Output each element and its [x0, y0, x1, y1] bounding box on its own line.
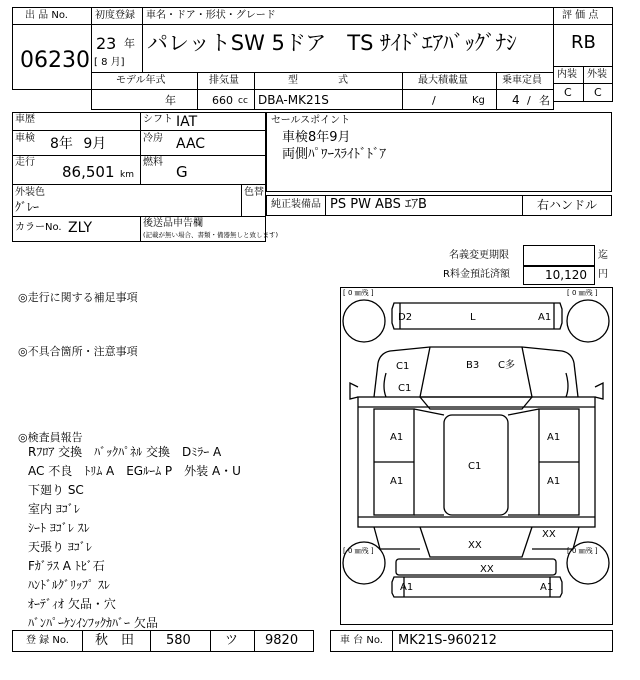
lot-no: 06230	[20, 48, 90, 73]
inspector-line-4: 室内 ﾖｺﾞﾚ	[28, 502, 80, 516]
recycle-amount: 10,120	[545, 268, 587, 282]
mileage: 86,501	[62, 163, 115, 181]
driving-notes-label: ◎走行に関する補足事項	[18, 291, 138, 304]
tire-label-rear-right: [ 0 ㎜残 ]	[567, 547, 598, 555]
inspector-line-10: ﾊﾞﾝﾊﾟｰｹﾝｲﾝﾌｯｸｶﾊﾞｰ 欠品	[28, 616, 158, 630]
mark-hood-left-1: C1	[396, 361, 410, 372]
history-label: 車歴	[15, 114, 35, 125]
car-name: パレットSW 5ドア TS ｻｲﾄﾞｴｱﾊﾞｯｸﾞﾅｼ	[147, 31, 517, 55]
mark-left-front-door: A1	[390, 432, 404, 443]
inspection: 8年 9月	[50, 136, 107, 152]
max-load-unit: Kg	[472, 95, 485, 106]
ext-color: ｸﾞﾚｰ	[15, 200, 40, 214]
name-change-box	[523, 245, 595, 266]
mileage-unit: km	[120, 170, 134, 180]
tire-label-front-left: [ 0 ㎜残 ]	[343, 289, 374, 297]
docs-label: 後送品申告欄	[143, 218, 203, 229]
max-load-label: 最大積載量	[418, 75, 468, 86]
chassis-no: MK21S-960212	[398, 633, 497, 648]
displacement-label: 排気量	[209, 75, 239, 86]
mark-left-rear-door: A1	[390, 476, 404, 487]
shift-label: シフト	[143, 114, 173, 125]
name-change-suffix: 迄	[598, 250, 608, 261]
tire-front-right	[567, 300, 609, 342]
equipment-label: 純正装備品	[271, 199, 321, 210]
recycle-label: R料金預託済額	[443, 269, 510, 280]
steering: 右ハンドル	[537, 198, 598, 212]
mileage-label: 走行	[15, 157, 35, 168]
mark-rear-panel: XX	[480, 564, 494, 575]
defects-notes-label: ◎不具合箇所・注意事項	[18, 345, 138, 358]
tire-label-front-right: [ 0 ㎜残 ]	[567, 289, 598, 297]
exterior-grade: C	[594, 86, 602, 99]
color-change-label: 色替	[244, 187, 264, 198]
mark-front-bumper-right: A1	[538, 312, 552, 323]
mark-rear-bumper-left: A1	[400, 582, 414, 593]
capacity: 4	[512, 93, 520, 107]
model-year-label: モデル年式	[116, 75, 166, 86]
capacity-label: 乗車定員	[502, 75, 542, 86]
type-label: 型 式	[288, 75, 348, 86]
equipment: PS PW ABS ｴｱB	[330, 197, 427, 212]
first-reg-label: 初度登録	[95, 10, 135, 21]
mark-front-bumper-mid: L	[470, 312, 476, 323]
capacity-sep: /	[527, 94, 531, 107]
fuel: G	[176, 163, 188, 181]
ac-label: 冷房	[143, 133, 163, 144]
inspector-line-1: Rﾌﾛｱ 交換 ﾊﾞｯｸﾊﾟﾈﾙ 交換 Dﾐﾗｰ A	[28, 445, 222, 459]
inspection-label: 車検	[15, 133, 35, 144]
docs-note: (記載が無い場合、書類・備器無しと致します)	[143, 231, 279, 239]
color-no-label: カラーNo.	[15, 222, 62, 233]
tire-label-rear-left: [ 0 ㎜残 ]	[343, 547, 374, 555]
year-unit: 年	[124, 37, 135, 50]
inspector-line-5: ｼｰﾄ ﾖｺﾞﾚ ｽﾚ	[28, 521, 90, 535]
score-label: 評 価 点	[562, 10, 599, 21]
inspector-line-9: ｵｰﾃﾞｨｵ 欠品・穴	[28, 597, 116, 611]
mark-roof: C1	[468, 461, 482, 472]
inspector-line-3: 下廻り SC	[28, 483, 84, 497]
inspector-line-2: AC 不良 ﾄﾘﾑ A EGﾙｰﾑ P 外装 A・U	[28, 464, 241, 478]
chassis-label: 車 台 No.	[340, 635, 383, 646]
sales-point-label: セールスポイント	[271, 115, 351, 126]
mark-hood-right: C多	[498, 360, 515, 371]
first-reg-month: [ 8 月]	[94, 57, 125, 68]
exterior-label: 外装	[587, 69, 607, 80]
reg-kana: ツ	[225, 633, 239, 648]
inspector-line-7: Fｶﾞﾗｽ A ﾄﾋﾞ石	[28, 559, 105, 573]
capacity-unit: 名	[539, 94, 550, 107]
mark-right-front-door: A1	[547, 432, 561, 443]
name-change-label: 名義変更期限	[449, 250, 509, 261]
inspector-line-6: 天張り ﾖｺﾞﾚ	[28, 540, 92, 554]
displacement: 660	[212, 94, 233, 107]
reg-area: 秋 田	[95, 633, 135, 648]
car-outline	[340, 287, 613, 625]
type: DBA-MK21S	[258, 93, 329, 107]
mark-front-bumper-left: D2	[398, 312, 413, 323]
reg-no-label: 登 録 No.	[26, 635, 69, 646]
displacement-unit: cc	[238, 96, 248, 106]
tire-front-left	[343, 300, 385, 342]
reg-number: 9820	[265, 633, 299, 648]
mark-hood-left-2: C1	[398, 383, 412, 394]
mark-rear-bumper-right: A1	[540, 582, 554, 593]
mark-rear-right: XX	[542, 529, 556, 540]
sales-point-2: 両側ﾊﾟﾜｰｽﾗｲﾄﾞﾄﾞｱ	[282, 147, 387, 162]
ac: AAC	[176, 136, 206, 152]
model-year-unit: 年	[165, 94, 176, 107]
max-load: /	[432, 94, 436, 107]
inspector-line-8: ﾊﾝﾄﾞﾙｸﾞﾘｯﾌﾟ ｽﾚ	[28, 578, 110, 592]
mark-rear-floor: XX	[468, 540, 482, 551]
mark-hood-mid: B3	[466, 360, 480, 371]
color-no: ZLY	[68, 220, 93, 236]
fuel-label: 燃料	[143, 157, 163, 168]
inspector-label: ◎検査員報告	[18, 431, 83, 444]
reg-class: 580	[166, 633, 191, 648]
lot-no-label: 出 品 No.	[25, 10, 68, 21]
score: RB	[571, 32, 596, 53]
interior-label: 内装	[557, 69, 577, 80]
mark-right-rear-door: A1	[547, 476, 561, 487]
interior-grade: C	[564, 86, 572, 99]
name-label: 車名・ドア・形状・グレード	[146, 10, 276, 21]
first-reg-year: 23	[96, 34, 117, 53]
sales-point-1: 車検8年9月	[282, 130, 351, 145]
ext-color-label: 外装色	[15, 187, 45, 198]
recycle-unit: 円	[598, 269, 608, 280]
shift: IAT	[176, 114, 198, 130]
